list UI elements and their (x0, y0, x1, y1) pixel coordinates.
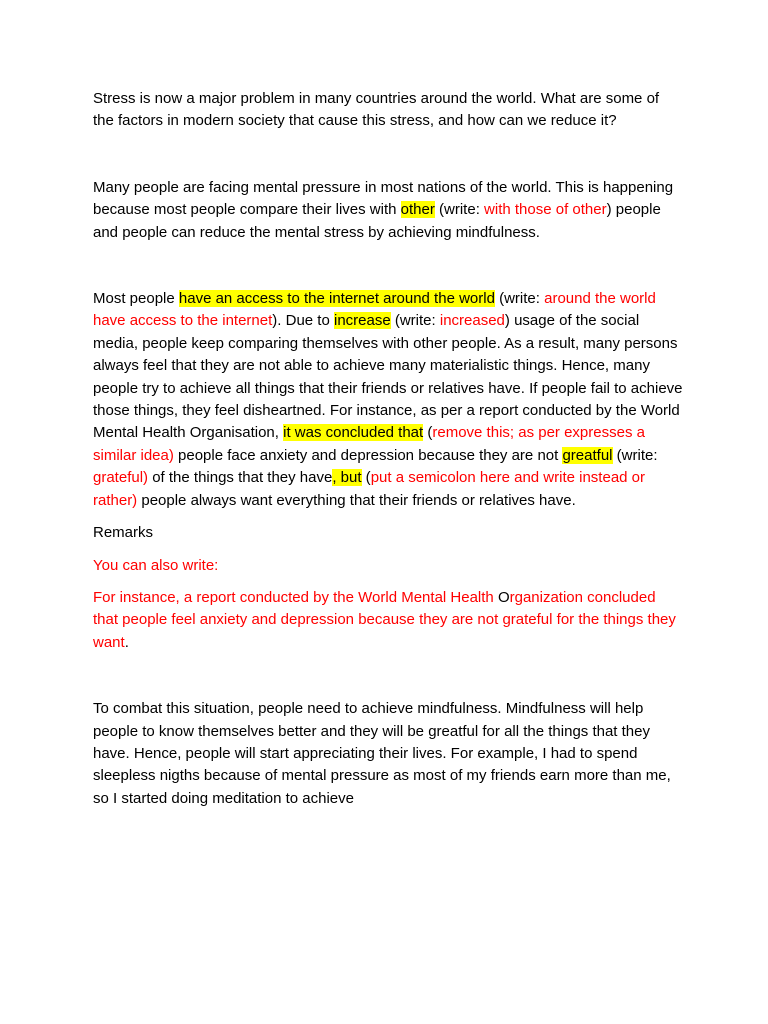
suggested-rewrite (93, 587, 683, 654)
suggestion-text-2: rganization concluded that people feel anxiety and depression because they are not grateful for the things they want (93, 588, 676, 651)
suggestion-text-1: For instance, a report conducted by the World Mental Health (93, 588, 498, 606)
correction-with-those-of-other: with those of other (484, 201, 607, 219)
also-write-label: You can also write: (93, 556, 219, 574)
paragraph-intro (93, 177, 683, 244)
paragraph-gap (93, 133, 683, 177)
correction-increased: increased (439, 312, 505, 330)
body-text-11: people always want everything that their friends or relatives have. (137, 491, 576, 509)
body-text-10: ( (361, 469, 371, 487)
highlight-internet-access: have an access to the internet around the world (178, 290, 495, 308)
body-text-6: ( (423, 424, 433, 442)
suggestion-letter-o: O (497, 588, 510, 606)
paragraph-body (93, 288, 683, 512)
paragraph-gap (93, 577, 683, 587)
remarks-heading: Remarks (93, 524, 154, 542)
body-text-9: of the things that they have (148, 469, 333, 487)
intro-text-2: (write: (434, 201, 485, 219)
highlight-other: other (400, 201, 435, 219)
document-page (93, 88, 683, 810)
highlight-it-was-concluded: it was concluded that (283, 424, 424, 442)
intro-text-3: ) people and people can reduce the mental stress by achieving mindfulness. (93, 201, 661, 241)
correction-around-the-world: around the world have access to the internet (93, 290, 656, 330)
body-text-1: Most people (93, 290, 179, 308)
paragraph-gap (93, 654, 683, 698)
paragraph-gap (93, 512, 683, 522)
body-text-4: (write: (390, 312, 440, 330)
body-text-7: people face anxiety and depression because they are not (173, 446, 563, 464)
body-text-8: (write: (612, 446, 658, 464)
highlight-greatful: greatful (562, 446, 613, 464)
suggestion-period: . (124, 633, 129, 651)
essay-question: Stress is now a major problem in many countries around the world. What are some of the factors in modern society that cause this stress, and how can we reduce it? (93, 90, 660, 130)
highlight-but: , but (332, 469, 362, 487)
intro-text-1: Many people are facing mental pressure in most nations of the world. This is happening because most people compare their lives with (93, 178, 674, 219)
highlight-increase: increase (333, 312, 391, 330)
correction-semicolon: put a semicolon here and write instead or rather) (93, 469, 646, 509)
paragraph-gap (93, 545, 683, 555)
body-text-2: (write: (494, 290, 545, 308)
correction-grateful: grateful) (93, 469, 149, 487)
body-text-5: ) usage of the social media, people keep comparing themselves with other people. As a result, many persons always feel that they are not able to achieve many materialistic things. Hence, many people try to achieve all things that their friends or relatives have. If people fail to achieve those things, they feel disheartned. For instance, as per a report conducted by the World Mental Health Organisation, (93, 312, 683, 442)
paragraph-gap (93, 244, 683, 288)
correction-remove-this: remove this; as per expresses a similar idea) (93, 424, 645, 464)
body-text-3: ). Due to (272, 312, 334, 330)
paragraph-solution: To combat this situation, people need to achieve mindfulness. Mindfulness will help people to know themselves better and they will be greatful for all the things that they have. Hence, people will start appreciating their lives. For example, I had to spend sleepless nigths because of mental pressure as most of my friends earn more than me, so I started doing meditation to achieve (93, 700, 671, 807)
